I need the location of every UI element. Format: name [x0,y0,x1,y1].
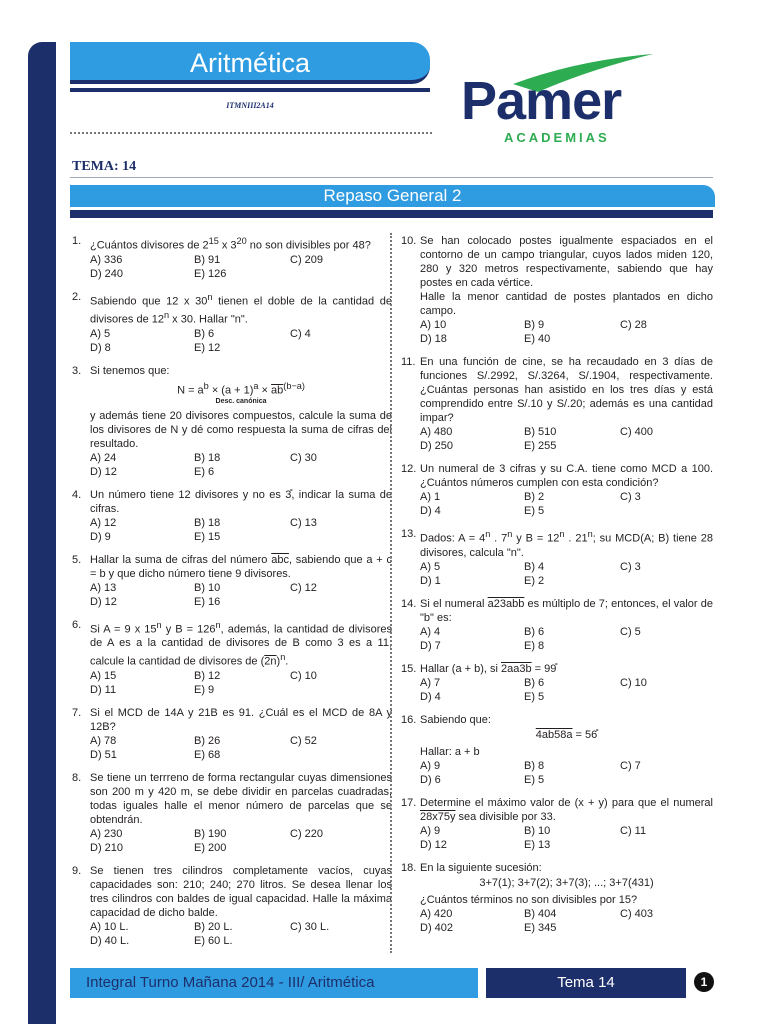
question-item [401,713,713,787]
question-number: 13. [401,528,417,540]
question-stem: Un numeral de 3 cifras y su C.A. tiene como MCD a 100. ¿Cuántos números cumplen con esta condición? [420,463,713,489]
answer-option: D) 12 [90,595,117,608]
question-number: 7. [72,706,82,719]
answer-option: A) 420 [420,907,453,920]
question-item [72,553,392,609]
page-title: Aritmética [70,42,430,84]
answer-options [90,827,392,855]
question-number: 18. [401,861,417,874]
answer-option: E) 12 [194,341,221,354]
answer-option: D) 4 [420,690,441,703]
title-underline [70,88,430,92]
answer-option: D) 250 [420,440,454,452]
tema-rule [70,177,713,178]
answer-option: C) 4 [290,327,311,340]
answer-options [420,490,713,518]
answer-option: B) 6 [524,625,545,638]
answer-option: A) 9 [420,824,441,837]
answer-options [90,451,392,479]
answer-option: A) 24 [90,451,117,464]
answer-option: A) 5 [90,327,111,340]
question-number: 14. [401,597,417,610]
question-body [90,488,392,544]
logo-wordmark: Pamer [461,71,622,131]
binding-spine [28,42,56,1024]
answer-option: A) 9 [420,759,441,772]
answer-option: E) 68 [194,748,221,761]
answer-option: E) 40 [524,333,551,345]
question-item [401,527,713,588]
question-body [420,662,713,704]
answer-options [420,625,713,653]
question-body [90,864,392,948]
answer-option: B) 12 [194,669,221,682]
answer-options [420,425,713,453]
answer-option: D) 12 [90,465,117,478]
answer-option: E) 5 [524,690,545,703]
answer-options [420,907,713,935]
question-stem: En la siguiente sucesión: 3+7(1); 3+7(2); 3+7(3); ...; 3+7(431) ¿Cuántos términos no son divisibles por 15? [420,861,654,906]
answer-option: A) 78 [90,734,117,747]
answer-option: B) 510 [524,426,557,438]
question-body [90,364,392,479]
answer-option: C) 28 [620,319,647,331]
answer-option: A) 336 [90,253,123,266]
answer-options [420,824,713,852]
question-item [401,234,713,346]
footer-topic: Tema 14 [486,968,686,998]
question-item [72,364,392,479]
answer-options [90,734,392,762]
answer-options [420,560,713,588]
answer-option: B) 6 [524,676,545,689]
answer-options [90,516,392,544]
question-stem: Dados: $A = 4^n$ . 7$^n$ y $B = 12^n$ . 21$^n$; su MCD(A; B) tiene 28 divisores, calcula "n". [420,529,714,559]
question-stem: Hallar (a + b), si 2aa3b = 99̊ [420,662,557,675]
question-stem: En una función de cine, se ha recaudado en 3 días de funciones S/.2992, S/.3264, S/.1904, respectivamente. ¿Cuántas personas han asistido en los tres días y está comprendido entre S/.10 y S/.20; además es una cantidad impar? [420,356,713,424]
logo-subtitle: ACADEMIAS [504,130,610,145]
answer-option: E) 9 [194,683,215,696]
answer-option: B) 18 [194,516,221,529]
question-item [401,355,713,453]
answer-option: E) 8 [524,639,545,652]
answer-option: C) 7 [620,759,641,772]
answer-option: D) 7 [420,639,441,652]
answer-option: B) 10 [524,824,551,837]
question-number: 15. [401,662,417,675]
question-body [420,796,713,852]
answer-option: A) 480 [420,426,453,438]
question-number: 17. [401,796,417,809]
answer-option: E) 2 [524,574,545,587]
answer-option: E) 345 [524,921,557,934]
answer-option: E) 16 [194,595,221,608]
question-stem: Sabiendo que: 4ab58a = 56̊ Hallar: a + b [420,713,598,758]
question-body [420,861,713,935]
answer-option: B) 8 [524,759,545,772]
document-code: ITMNIII2A14 [226,101,274,110]
answer-option: D) 402 [420,921,454,934]
question-item [72,771,392,855]
question-body [90,771,392,855]
question-number: 4. [72,488,82,501]
answer-option: B) 26 [194,734,221,747]
question-number: 11. [401,356,416,368]
question-stem: Determine el máximo valor de (x + y) para que el numeral 28x75y sea divisible por 33. [420,796,713,823]
question-item [72,706,392,762]
tema-label: TEMA: 14 [72,159,137,174]
answer-option: C) 3 [620,491,641,503]
question-stem: Un número tiene 12 divisores y no es 3̊, indicar la suma de cifras. [90,488,392,515]
answer-option: B) 18 [194,451,221,464]
answer-option: B) 404 [524,907,557,920]
question-stem: ¿Cuántos divisores de $2^{15}$ x $3^{20}$ no son divisibles por 48? [90,236,371,252]
answer-option: A) 230 [90,827,123,840]
question-stem: Se tienen tres cilindros completamente vacíos, cuyas capacidades son: 210; 240; 270 litros. Se desea llenar los tres cilindros con baldes de igual capacidad. Halle la máxima capacidad de dicho balde. [90,864,392,919]
question-stem: Si el MCD de 14A y 21B es 91. ¿Cuál es el MCD de 8A y 12B? [90,706,392,733]
question-item [401,662,713,704]
question-item [401,796,713,852]
question-body [420,713,713,787]
answer-option: E) 60 L. [194,934,233,947]
question-stem: Hallar la suma de cifras del número $\overline{abc}$, sabiendo que a + c = b y que dicho número tiene 9 divisores. [90,553,392,580]
question-number: 2. [72,290,82,303]
questions-right-column [401,234,713,944]
answer-option: C) 220 [290,827,324,840]
answer-options [420,318,713,346]
answer-options [420,676,713,704]
question-number: 5. [72,553,82,566]
column-divider [390,233,392,953]
answer-option: E) 126 [194,267,227,280]
question-body [90,618,392,697]
question-stem: Se tiene un terrreno de forma rectangular cuyas dimensiones son 200 m y 420 m, se debe dividir en parcelas cuadradas, todas iguales halle el menor número de parcelas que se obtendrán. [90,771,392,826]
answer-option: C) 3 [620,560,641,573]
answer-option: B) 20 L. [194,920,233,933]
question-number: 3. [72,364,82,377]
answer-option: C) 52 [290,734,317,747]
answer-options [90,581,392,609]
question-stem: Si A = 9 x 15$^n$ y $B = 126^n$, además, la cantidad de divisores de A es a la cantidad de divisores de B como 3 es a 11, calcule la cantidad de divisores de $(2n)^n$. [90,619,392,668]
answer-options [90,669,392,697]
answer-options [90,253,392,281]
pamer-logo [458,52,658,152]
question-number: 6. [72,618,82,631]
answer-option: A) 13 [90,581,117,594]
answer-option: A) 5 [420,560,441,573]
section-underline [70,210,713,218]
answer-option: C) 12 [290,581,317,594]
answer-option: C) 30 [290,451,317,464]
dotted-divider [70,132,432,134]
answer-option: E) 5 [524,505,545,517]
section-title: Repaso General 2 [70,185,715,207]
answer-option: B) 9 [524,319,545,331]
question-body [90,290,392,355]
answer-option: E) 200 [194,841,227,854]
answer-option: D) 11 [90,683,117,696]
answer-option: E) 6 [194,465,215,478]
question-body [420,527,713,588]
question-number: 1. [72,235,82,247]
answer-option: D) 9 [90,530,111,543]
answer-option: C) 30 L. [290,920,330,933]
question-number: 9. [72,864,82,877]
answer-option: C) 400 [620,426,654,438]
question-item [72,618,392,697]
question-body [90,706,392,762]
question-body [90,234,392,281]
question-item [401,462,713,518]
answer-option: C) 10 [290,669,317,682]
answer-option: C) 5 [620,625,641,638]
question-body [420,355,713,453]
answer-option: D) 1 [420,574,441,587]
question-body [90,553,392,609]
answer-option: B) 10 [194,581,221,594]
answer-option: E) 255 [524,440,557,452]
answer-options [420,759,713,787]
question-item [72,864,392,948]
answer-option: A) 15 [90,669,117,682]
answer-option: D) 8 [90,341,111,354]
question-item [401,597,713,653]
question-item [72,488,392,544]
question-item [72,234,392,281]
answer-option: A) 1 [420,491,441,503]
question-stem: Si el numeral a23abb es múltiplo de 7; entonces, el valor de "b" es: [420,597,713,624]
question-body [420,597,713,653]
answer-option: A) 10 [420,319,447,331]
question-body [420,234,713,346]
answer-option: C) 403 [620,907,654,920]
answer-option: A) 10 L. [90,920,129,933]
answer-option: C) 10 [620,676,647,689]
question-stem: Si tenemos que: $N = a^b \times (a + 1)^a \times \overline{ab}^{(b-a)}$ Desc. canónica y además tiene 20 divisores compuestos, calcule la suma de los divisores de N y dé como respuesta la suma de cifras del resultado. [90,364,392,450]
answer-option: B) 91 [194,253,221,266]
answer-option: C) 209 [290,253,324,266]
question-number: 16. [401,713,417,726]
answer-option: D) 51 [90,748,117,761]
question-body [420,462,713,518]
answer-option: E) 5 [524,773,545,786]
answer-option: D) 18 [420,333,447,345]
answer-option: E) 13 [524,838,551,851]
answer-options [90,327,392,355]
answer-option: D) 40 L. [90,934,130,947]
answer-option: A) 12 [90,516,117,529]
answer-option: D) 210 [90,841,124,854]
question-item [72,290,392,355]
footer-course: Integral Turno Mañana 2014 - III/ Aritmética [70,968,478,998]
answer-option: D) 4 [420,505,441,517]
question-item [401,861,713,935]
question-number: 8. [72,771,82,784]
page-number: 1 [694,972,714,992]
answer-option: B) 190 [194,827,227,840]
question-number: 10. [401,235,417,247]
answer-option: D) 6 [420,773,441,786]
answer-option: A) 7 [420,676,441,689]
answer-option: A) 4 [420,625,441,638]
question-stem: Sabiendo que 12 x 30$^n$ tienen el doble de la cantidad de divisores de 12$^n$ x 30. Hallar "n". [90,291,392,326]
answer-option: C) 11 [620,824,647,837]
answer-option: D) 240 [90,267,124,280]
questions-left-column [72,234,392,957]
question-stem: Se han colocado postes igualmente espaciados en el contorno de un campo triangular, cuyos lados miden 120, 280 y 320 metros respectivamente, sabiendo que hay postes en cada vértice. Halle la menor cantidad de postes plantados en dicho campo. [420,235,713,317]
answer-option: C) 13 [290,516,317,529]
answer-option: B) 6 [194,327,215,340]
answer-options [90,920,392,948]
answer-option: D) 12 [420,838,447,851]
answer-option: B) 2 [524,491,545,503]
question-number: 12. [401,463,417,475]
answer-option: E) 15 [194,530,221,543]
answer-option: B) 4 [524,560,545,573]
